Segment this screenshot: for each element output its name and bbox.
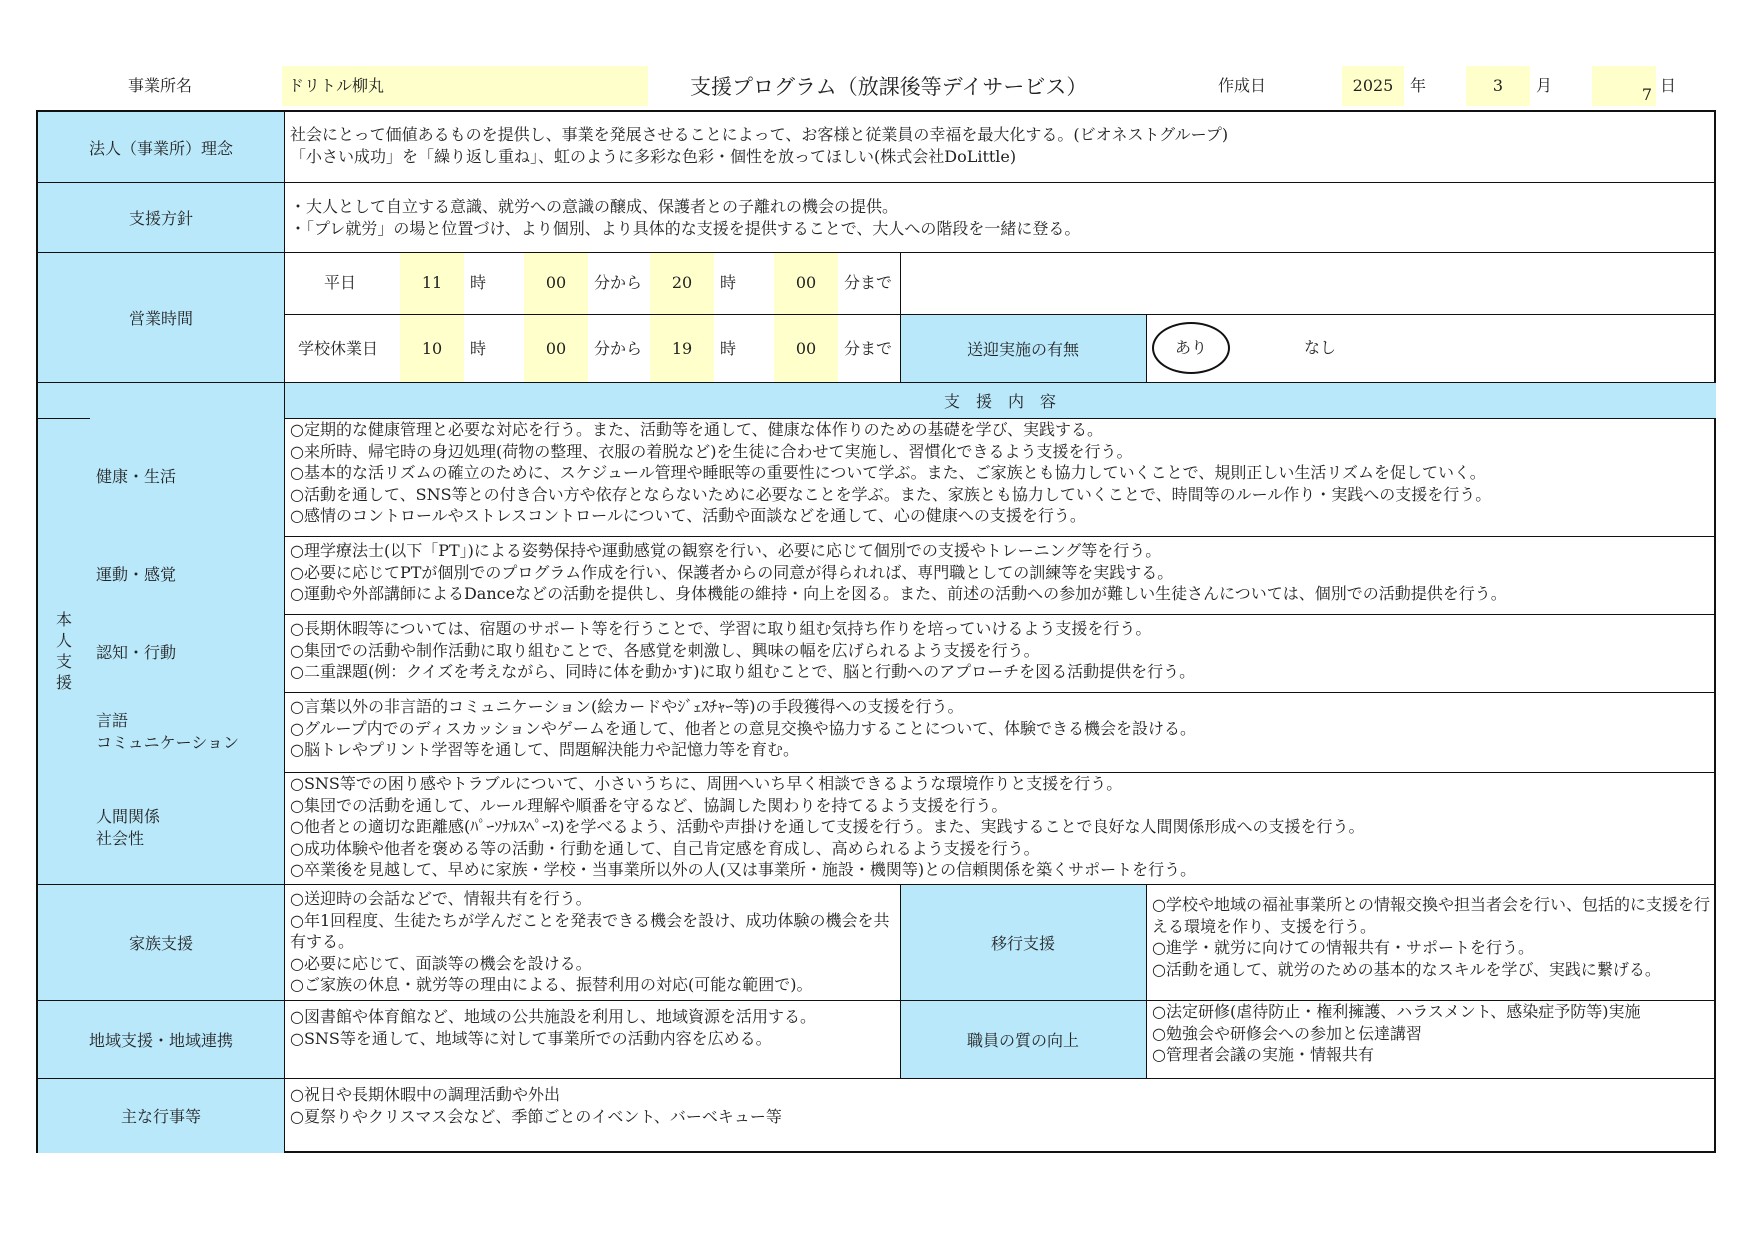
relations-label-line-1: 人間関係 [96,807,161,826]
transition-support-label: 移行支援 [990,933,1055,953]
motor-line-3: ○運動や外部講師によるDanceなどの活動を提供し、身体機能の維持・向上を図る。また、前述の活動への参加が難しい生徒さんについては、個別での活動提供を行う。 [290,584,1507,603]
month-unit: 月 [1536,76,1553,95]
support-content-header: 支 援 内 容 [943,391,1056,411]
health-life-label: 健康・生活 [90,418,284,536]
language-communication-label [90,692,284,772]
holiday-hour-unit-2: 時 [720,339,737,358]
motor-line-2: ○必要に応じてPTが個別でのプログラム作成を行い、保護者からの同意が得られれば、専門職としての訓練等を実践する。 [290,562,1174,582]
transition-line-2: ○進学・就労に向けての情報共有・サポートを行う。 [1152,938,1534,957]
community-line-1: ○図書館や体育館など、地域の公共施設を利用し、地域資源を活用する。 [290,1007,816,1026]
events-line-2: ○夏祭りやクリスマス会など、季節ごとのイベント、バーベキュー等 [290,1106,782,1126]
events-line-1: ○祝日や長期休暇中の調理活動や外出 [290,1085,560,1104]
health-line-4: ○活動を通して、SNS等との付き合い方や依存とならないために必要なことを学ぶ。また、家族とも協力していくことで、時間等のルール作り・実践への支援を行う。 [290,484,1492,504]
transition-line-1: ○学校や地域の福祉事業所との情報交換や担当者会を行い、包括的に支援を行える環境を作り、支援を行う。 [1152,895,1710,936]
philosophy-line-2: 「小さい成功」を「繰り返し重ね」、虹のように多彩な色彩・個性を放ってほしい(株式会社DoLittle) [290,147,1017,166]
language-line-1: ○言葉以外の非言語的コミュニケーション(絵カードやｼﾞｪｽﾁｬｰ等)の手段獲得への支援を行う。 [290,697,964,716]
relations-line-2: ○集団での活動を通して、ルール理解や順番を守るなど、協調した関わりを持てるよう支援を行う。 [290,795,1008,815]
family-line-3: ○必要に応じて、面談等の機会を設ける。 [290,953,592,973]
community-line-2: ○SNS等を通して、地域等に対して事業所での活動内容を広める。 [290,1028,772,1048]
transport-option-yes[interactable]: あり [1174,338,1207,357]
weekday-end-min[interactable]: 00 [795,273,817,292]
staff-line-3: ○管理者会議の実施・情報共有 [1152,1045,1374,1064]
weekday-until-unit: 分まで [844,273,893,292]
holiday-until-unit: 分まで [844,339,893,358]
created-month-field[interactable]: 3 [1466,66,1530,106]
relations-line-4: ○成功体験や他者を褒める等の活動・行動を通して、自己肯定感を育成し、高められるよう支援を行う。 [290,838,1040,858]
relations-label-line-2: 社会性 [96,829,145,848]
motor-line-1: ○理学療法士(以下「PT」)による姿勢保持や運動感覚の観察を行い、必要に応じて個別での支援やトレーニング等を行う。 [290,541,1162,560]
holiday-start-min[interactable]: 00 [545,339,567,358]
weekday-hour-unit-1: 時 [470,273,487,292]
holiday-end-hour[interactable]: 19 [671,339,693,358]
holiday-start-hour[interactable]: 10 [421,339,443,358]
holiday-label: 学校休業日 [298,339,379,358]
staff-line-2: ○勉強会や研修会への参加と伝達講習 [1152,1023,1422,1043]
personal-support-char-1: 本 [55,610,72,629]
created-date-label: 作成日 [1218,76,1267,95]
health-line-2: ○来所時、帰宅時の身辺処理(荷物の整理、衣服の着脱など)を生徒に合わせて実施し、習慣化できるよう支援を行う。 [290,441,1133,461]
staff-line-1: ○法定研修(虐待防止・権利擁護、ハラスメント、感染症予防等)実施 [1152,1002,1641,1021]
language-line-3: ○脳トレやプリント学習等を通して、問題解決能力や記憶力等を育む。 [290,740,800,759]
weekday-start-min[interactable]: 00 [545,273,567,292]
policy-label: 支援方針 [128,208,193,228]
health-line-3: ○基本的な活リズムの確立のために、スケジュール管理や睡眠等の重要性について学ぶ。また、ご家族とも協力していくことで、規則正しい生活リズムを促していく。 [290,463,1486,482]
created-year-field[interactable]: 2025 [1342,66,1404,106]
family-line-4: ○ご家族の休息・就労等の理由による、振替利用の対応(可能な範囲で)。 [290,975,813,994]
family-line-2: ○年1回程度、生徒たちが学んだことを発表できる機会を設け、成功体験の機会を共有する。 [290,910,890,951]
weekday-end-hour[interactable]: 20 [671,273,693,292]
personal-support-char-4: 援 [55,673,72,692]
community-support-label: 地域支援・地域連携 [88,1030,233,1050]
family-support-label: 家族支援 [128,933,193,953]
language-label-line-1: 言語 [96,711,129,730]
weekday-from-unit: 分から [594,273,643,292]
created-day-field[interactable]: 7 [1592,66,1656,106]
relations-line-3: ○他者との適切な距離感(ﾊﾟｰｿﾅﾙｽﾍﾟｰｽ)を学べるよう、活動や声掛けを通して支援を行う。また、実践することで良好な人間関係形成への支援を行う。 [290,817,1365,836]
weekday-start-hour[interactable]: 11 [421,273,443,292]
language-line-2: ○グループ内でのディスカッションやゲームを通して、他者との意見交換や協力することについて、体験できる機会を設ける。 [290,718,1196,738]
cognition-line-1: ○長期休暇等については、宿題のサポート等を行うことで、学習に取り組む気持ち作りを培っていけるよう支援を行う。 [290,619,1152,638]
office-name-field[interactable]: ドリトル柳丸 [282,66,648,106]
page-title: 支援プログラム（放課後等デイサービス） [690,75,1088,99]
weekday-hour-unit-2: 時 [720,273,737,292]
events-label: 主な行事等 [120,1107,201,1126]
personal-support-char-3: 支 [55,652,72,671]
weekday-label: 平日 [324,273,357,292]
holiday-end-min[interactable]: 00 [795,339,817,358]
support-program-table [36,110,1716,1153]
personal-support-char-2: 人 [55,631,72,650]
relations-social-label [90,772,284,884]
philosophy-label: 法人（事業所）理念 [88,138,233,158]
relations-line-5: ○卒業後を見越して、早めに家族・学校・当事業所以外の人(又は事業所・施設・機関等)との信頼関係を築くサポートを行う。 [290,860,1197,879]
health-line-1: ○定期的な健康管理と必要な対応を行う。また、活動等を通して、健康な体作りのための基礎を学び、実践する。 [290,420,1104,439]
family-line-1: ○送迎時の会話などで、情報共有を行う。 [290,889,592,908]
language-label-line-2: コミュニケーション [96,733,240,752]
motor-sensory-label: 運動・感覚 [90,536,284,614]
health-line-5: ○感情のコントロールやストレスコントロールについて、活動や面談などを通して、心の健康への支援を行う。 [290,506,1086,525]
philosophy-line-1: 社会にとって価値あるものを提供し、事業を発展させることによって、お客様と従業員の幸福を最大化する。(ビオネストグループ) [290,125,1229,144]
cognition-behavior-label: 認知・行動 [90,614,284,692]
holiday-from-unit: 分から [594,339,643,358]
transport-option-no[interactable]: なし [1304,338,1337,357]
relations-line-1: ○SNS等での困り感やトラブルについて、小さいうちに、周囲へいち早く相談できるような環境作りと支援を行う。 [290,774,1123,793]
transport-label: 送迎実施の有無 [966,339,1079,359]
policy-line-2: ・「プレ就労」の場と位置づけ、より個別、より具体的な支援を提供することで、大人への階段を一緒に登る。 [290,219,1081,238]
personal-support-label [38,418,90,884]
office-label: 事業所名 [128,76,193,95]
year-unit: 年 [1410,76,1427,95]
transition-line-3: ○活動を通して、就労のための基本的なスキルを学び、実践に繋げる。 [1152,959,1661,979]
holiday-hour-unit-1: 時 [470,339,487,358]
staff-quality-label: 職員の質の向上 [966,1030,1079,1050]
cognition-line-3: ○二重課題(例：クイズを考えながら、同時に体を動かす)に取り組むことで、脳と行動へのアプローチを図る活動提供を行う。 [290,662,1196,681]
business-hours-label: 営業時間 [128,308,193,328]
day-unit: 日 [1660,76,1677,95]
policy-line-1: ・大人として自立する意識、就労への意識の醸成、保護者との子離れの機会の提供。 [290,197,899,216]
cognition-line-2: ○集団での活動や制作活動に取り組むことで、各感覚を刺激し、興味の幅を広げられるよう支援を行う。 [290,640,1040,660]
